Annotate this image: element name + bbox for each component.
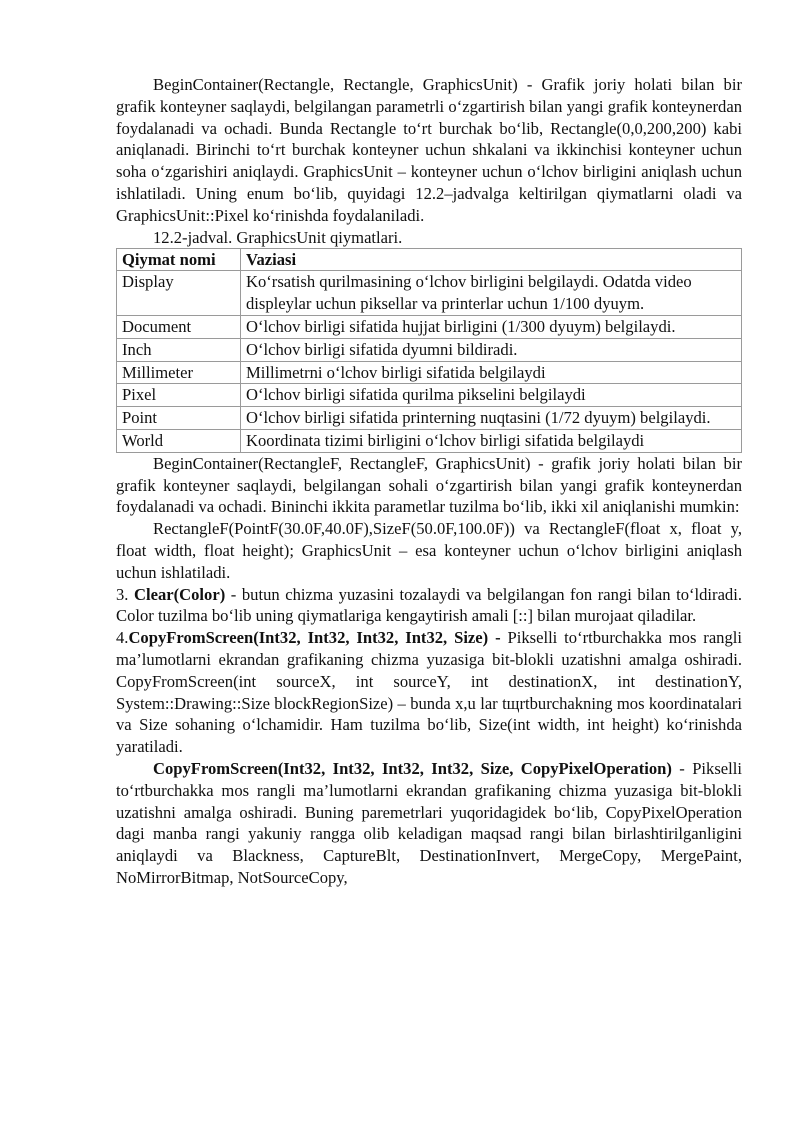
table-cell-description: O‘lchov birligi sifatida printerning nuqtasini (1/72 dyuym) belgilaydi.	[241, 407, 742, 430]
method-description: - Pikselli to‘rtburchakka mos rangli ma’lumotlarni ekrandan grafikaning chizma yuzasiga bit-blokli uzatishni amalga oshiradi. Buning paremetrlari yuqoridagidek bo‘lib, CopyPixelOperation dagi manba rangi yakuniy rangga olib keladigan maqsad rangi bilan birlashtirilganligini aniqlaydi va Blackness, CaptureBlt, DestinationInvert, MergeCopy, MergePaint, NoMirrorBitmap, NotSourceCopy,	[116, 758, 742, 887]
table-header-row	[117, 248, 742, 271]
paragraph-clear	[116, 584, 742, 628]
table-row	[117, 384, 742, 407]
paragraph-begincontainer-f: BeginContainer(RectangleF, RectangleF, GraphicsUnit) - grafik joriy holati bilan bir grafik konteyner saqlaydi, belgilangan sohali o‘zgartirish bilan yangi grafik konteynerdan foydalanadi va ochadi. Bininchi ikkita parametlar tuzilma bo‘lib, ikki xil aniqlanishi mumkin:	[116, 453, 742, 517]
document-page	[116, 74, 742, 889]
table-cell-name: World	[117, 429, 241, 452]
table-cell-description: Koordinata tizimi birligini o‘lchov birligi sifatida belgilaydi	[241, 429, 742, 452]
table-row	[117, 407, 742, 430]
method-name: CopyFromScreen(Int32, Int32, Int32, Int32, Size, CopyPixelOperation)	[153, 758, 672, 778]
table-cell-name: Point	[117, 407, 241, 430]
table-cell-description: O‘lchov birligi sifatida hujjat birligini (1/300 dyuym) belgilaydi.	[241, 315, 742, 338]
table-cell-description: Millimetrni o‘lchov birligi sifatida belgilaydi	[241, 361, 742, 384]
table-cell-name: Inch	[117, 338, 241, 361]
item-number: 4.	[116, 628, 129, 648]
table-cell-name: Display	[117, 271, 241, 316]
graphicsunit-table	[116, 248, 742, 453]
table-cell-name: Document	[117, 315, 241, 338]
table-cell-description: O‘lchov birligi sifatida qurilma pikselini belgilaydi	[241, 384, 742, 407]
method-description: Pikselli to‘rtburchakka mos rangli ma’lumotlarni ekrandan grafikaning chizma yuzasiga bit-blokli uzatishni amalga oshiradi. CopyFromScreen(int sourceX, int sourceY, int destinationX, int destinationY, System::Drawing::Size blockRegionSize) – bunda x,u lar tщrtburchakning mos koordinatalari va Size sohaning o‘lchamidir. Ham tuzilma bo‘lib, Size(int width, int height) ko‘rinishda yaratiladi.	[116, 628, 742, 757]
table-row	[117, 338, 742, 361]
method-description: - butun chizma yuzasini tozalaydi va belgilangan fon rangi bilan to‘ldiradi. Color tuzilma bo‘lib uning qiymatlariga kengaytirish amali [::] bilan murojaat qiladilar.	[116, 584, 742, 626]
table-row	[117, 315, 742, 338]
method-name: Clear(Color)	[134, 584, 226, 604]
table-cell-name: Millimeter	[117, 361, 241, 384]
table-cell-description: Ko‘rsatish qurilmasining o‘lchov birligini belgilaydi. Odatda video displeylar uchun piksellar va printerlar uchun 1/100 dyuym.	[241, 271, 742, 316]
table-header-name: Qiymat nomi	[117, 248, 241, 271]
table-row	[117, 429, 742, 452]
item-number: 3.	[116, 584, 134, 604]
table-header-description: Vaziasi	[241, 248, 742, 271]
paragraph-copyfromscreen	[116, 627, 742, 758]
table-cell-name: Pixel	[117, 384, 241, 407]
table-row	[117, 361, 742, 384]
paragraph-begincontainer: BeginContainer(Rectangle, Rectangle, GraphicsUnit) - Grafik joriy holati bilan bir grafik konteyner saqlaydi, belgilangan parametrli o‘zgartirish bilan yangi grafik konteynerdan foydalanadi va ochadi. Bunda Rectangle to‘rt burchak bo‘lib, Rectangle(0,0,200,200) kabi aniqlanadi. Birinchi to‘rt burchak konteyner uchun shkalani va ikkinchisi konteyner uchun soha o‘zgarishiri aniqlaydi. GraphicsUnit – konteyner uchun o‘lchov birligini aniqlash uchun ishlatiladi. Uning enum bo‘lib, quyidagi 12.2–jadvalga keltirilgan qiymatlarni oladi va GraphicsUnit::Pixel ko‘rinishda foydalaniladi.	[116, 75, 742, 225]
method-name: CopyFromScreen(Int32, Int32, Int32, Int32, Size) -	[128, 628, 501, 648]
table-cell-description: O‘lchov birligi sifatida dyumni bildiradi.	[241, 338, 742, 361]
table-row	[117, 271, 742, 316]
paragraph-rectanglef: RectangleF(PointF(30.0F,40.0F),SizeF(50.0F,100.0F)) va RectangleF(float x, float y, float width, float height); GraphicsUnit – esa konteyner uchun o‘lchov birligini aniqlash uchun ishlatiladi.	[116, 519, 742, 582]
paragraph-copyfromscreen-operation	[116, 758, 742, 889]
table-caption: 12.2-jadval. GraphicsUnit qiymatlari.	[153, 227, 403, 247]
